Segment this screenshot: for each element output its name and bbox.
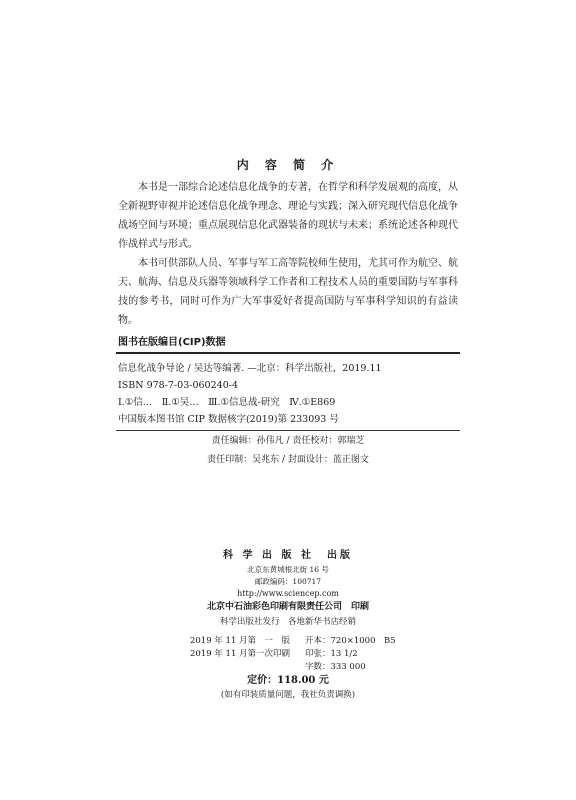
cip-rule-top bbox=[116, 352, 460, 354]
cip-block bbox=[118, 360, 458, 428]
cip-line-record: 中国版本图书馆 CIP 数据核字(2019)第 233093 号 bbox=[118, 414, 339, 425]
printing-date: 2019 年 11 月第一次印刷 bbox=[190, 649, 291, 659]
summary-title: 内 容 简 介 bbox=[236, 158, 340, 172]
distribution-line: 科学出版社发行 各地新华书店经销 bbox=[219, 617, 356, 627]
sheet-count: 印张：13 1/2 bbox=[305, 649, 358, 659]
cip-line-title: 信息化战争导论 / 吴达等编著. —北京：科学出版社，2019.11 bbox=[118, 363, 382, 374]
summary-paragraph-2: 本书可供部队人员、军事与军工高等院校师生使用，尤其可作为航空、航天、航海、信息及兵器等领域科学工作者和工程技术人员的重要国防与军事科技的参考书，同时可作为广大军事爱好者提高国防与军事科学知识的有益读物。 bbox=[118, 258, 458, 326]
cip-rule-bottom bbox=[116, 430, 460, 431]
publisher-block bbox=[0, 548, 576, 629]
edition-row-3 bbox=[0, 661, 576, 674]
publisher-address: 北京东黄城根北街 16 号 bbox=[247, 565, 329, 574]
edition-row-1 bbox=[0, 635, 576, 648]
word-count: 字数：333 000 bbox=[305, 662, 366, 672]
publisher-name-suffix: 出版 bbox=[326, 550, 353, 561]
publisher-name: 科 学 出 版 社 bbox=[223, 550, 314, 561]
cip-heading: 图书在版编目(CIP)数据 bbox=[118, 337, 226, 348]
credits-editor-line: 责任编辑：孙伟凡 / 责任校对：郭瑞芝 bbox=[211, 436, 365, 446]
credits bbox=[0, 432, 576, 470]
credits-production-line: 责任印制：吴兆东 / 封面设计：蓝正图文 bbox=[207, 455, 369, 465]
publisher-url: http://www.sciencep.com bbox=[237, 589, 339, 598]
cip-line-isbn: ISBN 978-7-03-060240-4 bbox=[118, 380, 238, 391]
publisher-postcode: 邮政编码：100717 bbox=[254, 577, 322, 586]
edition-date: 2019 年 11 月第 一 版 bbox=[190, 636, 291, 646]
publisher-name-line bbox=[0, 548, 576, 564]
printer-line bbox=[0, 600, 576, 615]
cip-line-classification: Ⅰ.①信… Ⅱ.①吴… Ⅲ.①信息战-研究 Ⅳ.①E869 bbox=[118, 397, 336, 408]
summary-paragraph-1: 本书是一部综合论述信息化战争的专著，在哲学和科学发展观的高度，从全新视野审视并论述信息化战争理念、理论与实践；深入研究现代信息化战争战场空间与环境；重点展现信息化武器装备的现状与未来；系统论述各种现代作战样式与形式。 bbox=[118, 182, 458, 250]
quality-note: (如有印装质量问题，我社负责调换) bbox=[220, 690, 356, 700]
edition-row-5 bbox=[0, 689, 576, 702]
summary-body bbox=[118, 178, 458, 330]
price: 定价：118.00 元 bbox=[247, 675, 329, 686]
printer-suffix: 印刷 bbox=[351, 602, 370, 612]
format-size: 开本：720×1000 B5 bbox=[305, 636, 396, 646]
edition-row-4 bbox=[0, 674, 576, 689]
edition-row-2 bbox=[0, 648, 576, 661]
edition-block bbox=[0, 635, 576, 702]
printer-name: 北京中石油彩色印刷有限责任公司 bbox=[206, 602, 342, 612]
